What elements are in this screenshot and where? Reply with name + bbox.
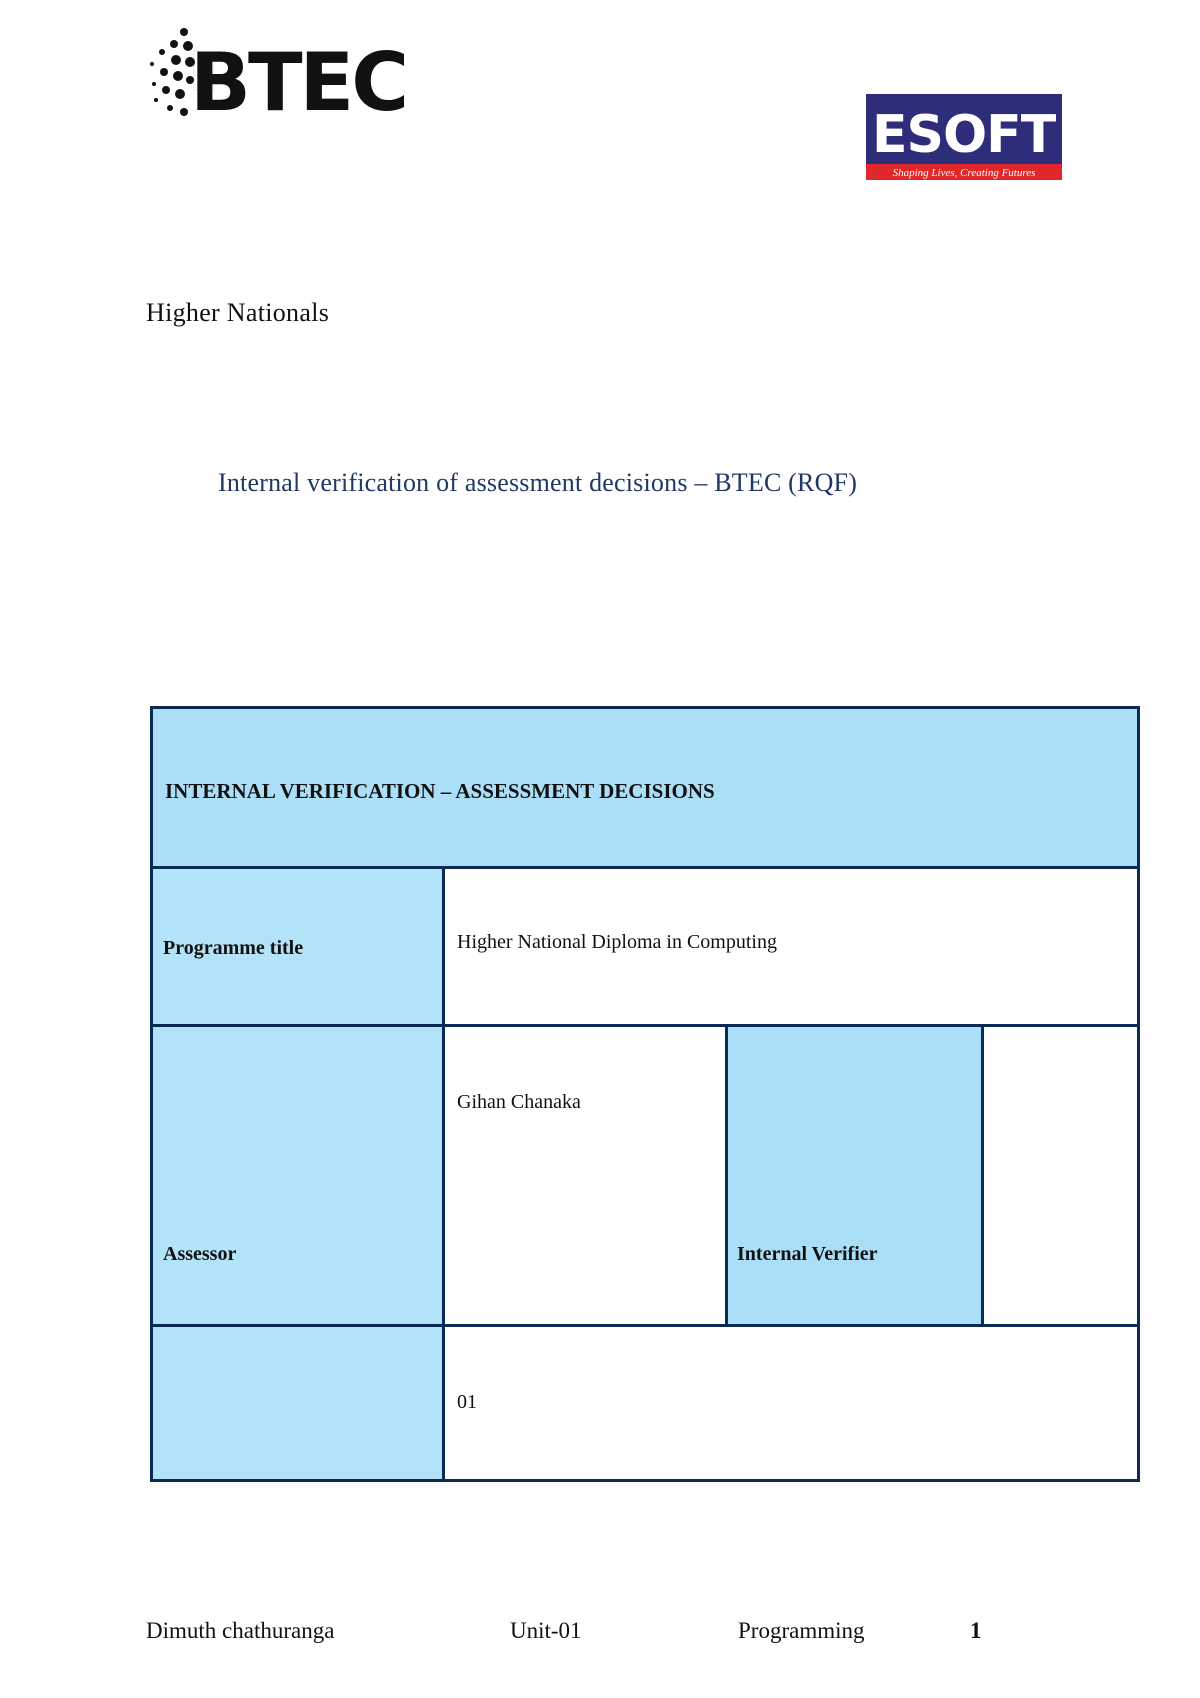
footer-page-number: 1 xyxy=(970,1618,982,1643)
verification-table xyxy=(150,706,1140,1482)
row4-value: 01 xyxy=(457,1391,477,1413)
btec-logo-text: BTEC xyxy=(190,36,404,122)
assessor-value-cell xyxy=(445,1027,728,1327)
assessor-label-cell xyxy=(153,1027,445,1327)
heading-higher-nationals: Higher Nationals xyxy=(146,298,330,327)
table-title-cell xyxy=(153,709,1137,869)
internal-verifier-label-cell xyxy=(728,1027,984,1327)
footer-author: Dimuth chathuranga xyxy=(146,1618,335,1643)
programme-title-value-cell xyxy=(445,869,1137,1027)
assessor-value: Gihan Chanaka xyxy=(457,1091,581,1113)
programme-title-label-cell xyxy=(153,869,445,1027)
internal-verifier-value-cell xyxy=(984,1027,1137,1327)
row4-value-cell xyxy=(445,1327,1137,1479)
heading-internal-verification: Internal verification of assessment decisions – BTEC (RQF) xyxy=(218,468,858,497)
footer-unit: Unit-01 xyxy=(510,1618,582,1643)
table-title: INTERNAL VERIFICATION – ASSESSMENT DECISIONS xyxy=(165,779,715,803)
internal-verifier-label: Internal Verifier xyxy=(737,1243,878,1265)
esoft-logo xyxy=(866,94,1062,180)
programme-title-value: Higher National Diploma in Computing xyxy=(457,931,777,953)
btec-logo xyxy=(144,22,404,122)
esoft-tagline: Shaping Lives, Creating Futures xyxy=(892,167,1036,179)
row4-label-cell xyxy=(153,1327,445,1479)
programme-title-label: Programme title xyxy=(163,937,304,959)
assessor-label: Assessor xyxy=(163,1243,237,1265)
footer-subject: Programming xyxy=(738,1618,865,1643)
esoft-logo-text: ESOFT xyxy=(872,105,1056,165)
